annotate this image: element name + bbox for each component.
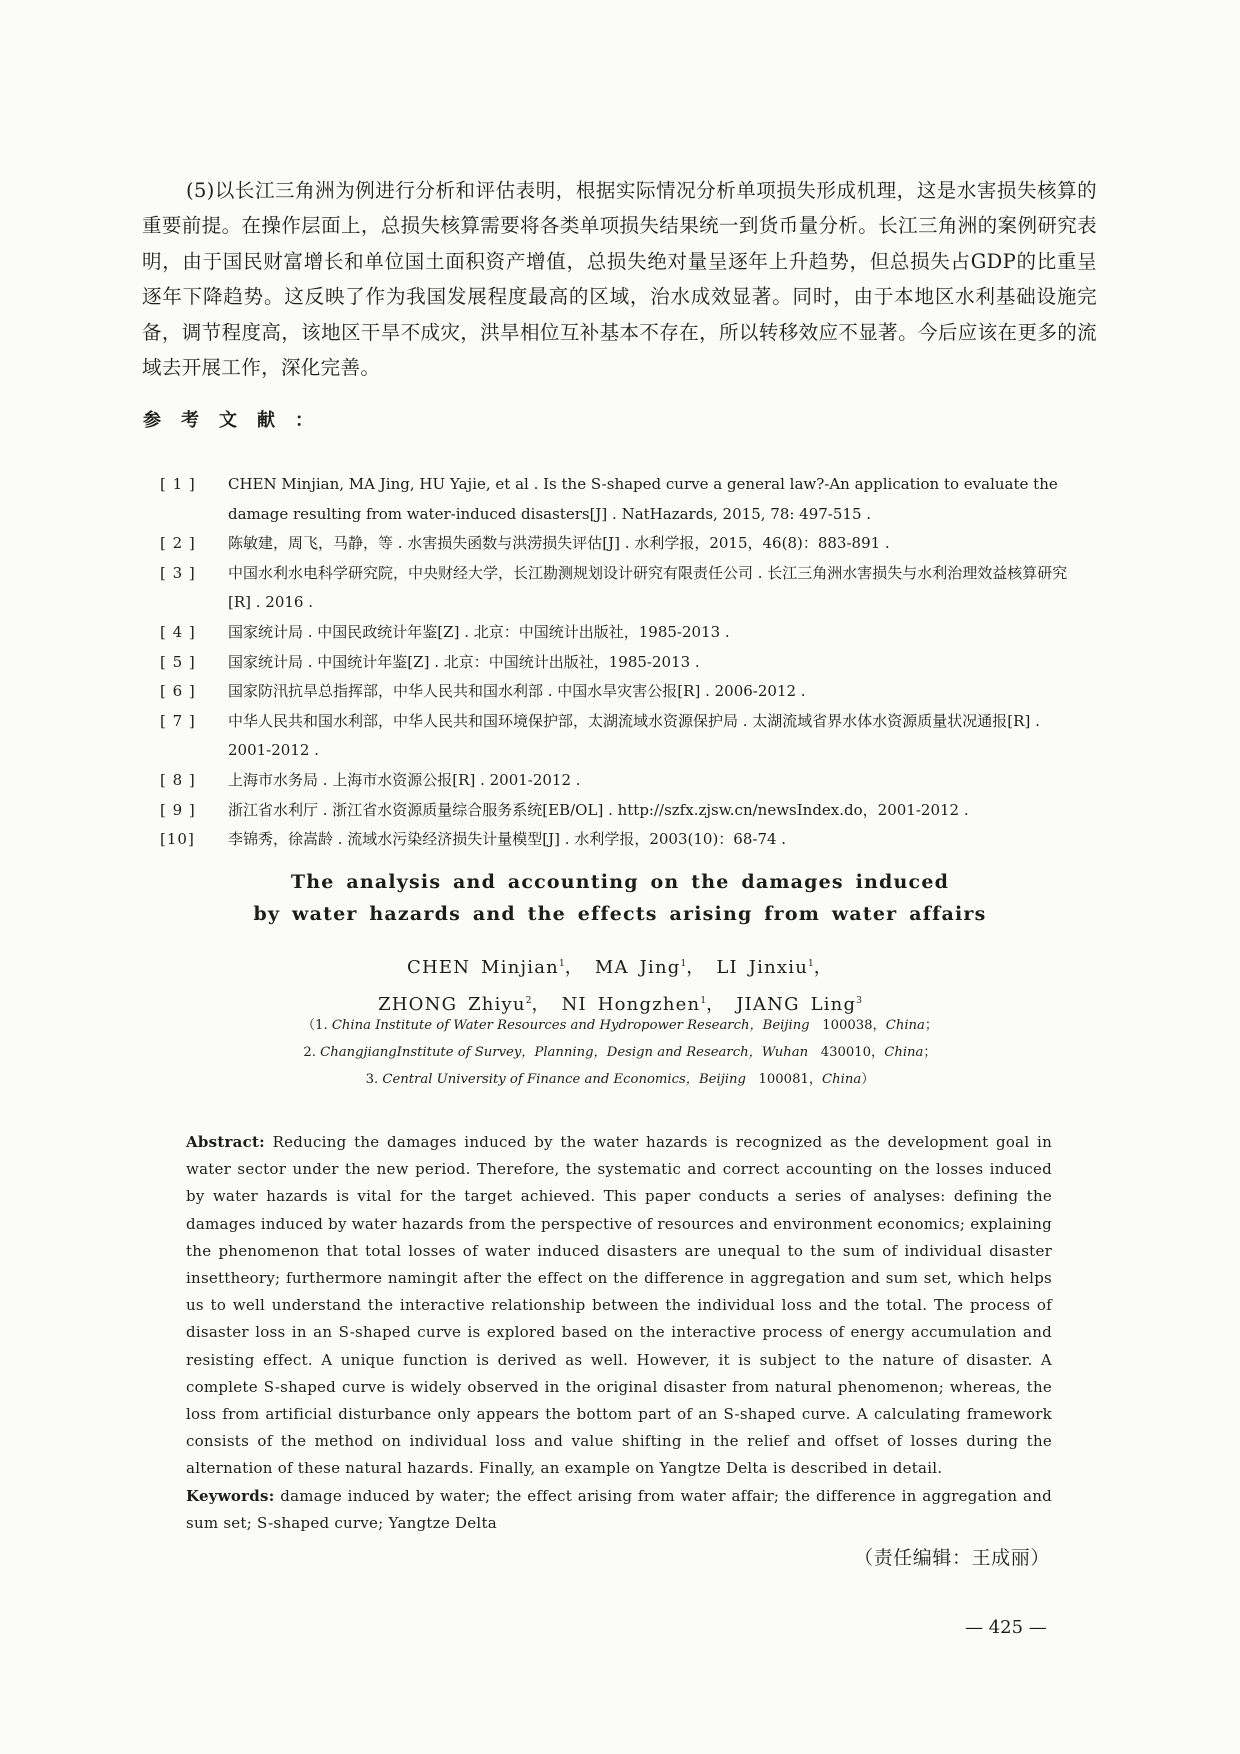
affiliation-suffix: ； [923,1045,937,1060]
author-affiliation-mark: 1 [700,995,707,1006]
reference-text: 国家统计局 . 中国民政统计年鉴[Z] . 北京：中国统计出版社，1985-2013 . [228,622,730,641]
reference-number: [ 2 ] [160,534,196,553]
reference-number: [ 6 ] [160,682,196,701]
reference-item [160,470,1080,529]
reference-number: [ 9 ] [160,800,196,819]
reference-text: 陈敏建，周飞，马静，等 . 水害损失函数与洪涝损失评估[J] . 水利学报，2015，46(8)：883-891 . [228,534,890,553]
reference-number: [ 8 ] [160,770,196,789]
reference-list [160,470,1080,855]
affiliation-suffix: ； [924,1018,939,1033]
affiliation-country: China [885,1018,925,1033]
reference-text: 中华人民共和国水利部，中华人民共和国环境保护部，太湖流域水资源保护局 . 太湖流域省界水体水资源质量状况通报[R] . 2001-2012 . [228,711,1040,760]
author-affiliation-mark: 1 [808,959,814,969]
affiliation-postcode: 430010， [820,1045,885,1060]
reference-text: CHEN Minjian, MA Jing, HU Yajie, et al . Is the S-shaped curve a general law?-An application to evaluate the damage resulting from water-induced disasters[J] . NatHazards, 2015, 78: 497-515 . [228,475,1058,523]
affiliation-line [220,1066,1020,1093]
author-separator: ， [813,957,833,978]
body-paragraph: (5)以长江三角洲为例进行分析和评估表明，根据实际情况分析单项损失形成机理，这是水害损失核算的重要前提。在操作层面上，总损失核算需要将各类单项损失结果统一到货币量分析。长江三角洲的案例研究表明，由于国民财富增长和单位国土面积资产增值，总损失绝对量呈逐年上升趋势，但总损失占GDP的比重呈逐年下降趋势。这反映了作为我国发展程度最高的区域，治水成效显著。同时，由于本地区水利基础设施完备，调节程度高，该地区干旱不成灾，洪旱相位互补基本不存在，所以转移效应不显著。今后应该在更多的流域去开展工作，深化完善。 [142,179,1097,380]
affiliation-name: China Institute of Water Resources and Hydropower Research，Beijing [331,1018,810,1033]
english-title [220,866,1020,930]
author-name: LI Jinxiu [716,957,808,978]
affiliation-suffix: ） [861,1072,875,1087]
abstract-label: Abstract: [186,1133,265,1151]
reference-text: 浙江省水利厅 . 浙江省水资源质量综合服务系统[EB/OL] . http://szfx.zjsw.cn/newsIndex.do，2001-2012 . [228,800,969,819]
reference-number: [ 5 ] [160,652,196,671]
reference-item [160,559,1080,618]
author-affiliation-mark: 1 [558,959,565,969]
reference-text: 国家统计局 . 中国统计年鉴[Z] . 北京：中国统计出版社，1985-2013 . [228,652,700,671]
reference-item [160,648,1080,678]
reference-text: 国家防汛抗旱总指挥部，中华人民共和国水利部 . 中国水旱灾害公报[R] . 2006-2012 . [228,682,806,701]
responsible-editor: （责任编辑：王成丽） [853,1547,1050,1569]
keywords-label: Keywords: [186,1486,275,1505]
author-name: NI Hongzhen [561,993,701,1015]
affiliation-prefix: （1. [301,1018,332,1033]
reference-item [160,825,1080,855]
author-separator: ， [706,993,726,1015]
author-affiliation-mark: 3 [856,995,862,1006]
reference-number: [ 3 ] [160,563,196,582]
reference-item [160,766,1080,796]
affiliation-name: Central University of Finance and Economics，Beijing [382,1072,746,1087]
reference-text: 上海市水务局 . 上海市水资源公报[R] . 2001-2012 . [228,770,581,789]
author-name: CHEN Minjian [407,957,559,978]
author-name: ZHONG Zhiyu [378,993,526,1015]
author-name: JIANG Ling [736,993,857,1015]
reference-number: [ 1 ] [160,475,196,493]
reference-text: 中国水利水电科学研究院，中央财经大学，长江勘测规划设计研究有限责任公司 . 长江三角洲水害损失与水利治理效益核算研究[R] . 2016 . [228,563,1068,612]
reference-number: [10] [160,830,195,849]
affiliation-country: China [822,1072,862,1087]
affiliation-name: ChangjiangInstitute of Survey，Planning，Design and Research，Wuhan [320,1045,809,1060]
reference-item [160,707,1080,766]
references-heading: 参考文献： [143,410,333,431]
reference-item [160,618,1080,648]
affiliation-country: China [884,1045,924,1060]
author-separator: ， [564,957,584,978]
affiliation-postcode: 100038， [822,1018,886,1033]
affiliation-list [220,1012,1020,1093]
reference-item [160,529,1080,559]
author-affiliation-mark: 1 [680,959,687,969]
author-name: MA Jing [594,957,681,978]
affiliation-prefix: 2. [303,1045,321,1060]
page-number: — 425 — [965,1617,1047,1638]
affiliation-postcode: 100081， [758,1072,823,1087]
author-list [220,948,1020,1021]
author-affiliation-mark: 2 [525,995,532,1006]
author-separator: ， [686,957,706,978]
author-separator: ， [531,993,551,1015]
affiliation-prefix: 3. [365,1072,383,1087]
reference-item [160,796,1080,826]
reference-number: [ 4 ] [160,622,196,641]
english-title-line1: The analysis and accounting on the damages induced [290,871,950,893]
reference-item [160,677,1080,707]
affiliation-line [220,1039,1020,1066]
affiliation-line [220,1012,1020,1039]
keywords-text: damage induced by water; the effect arising from water affair; the difference in aggregation and sum set; S-shaped curve; Yangtze Delta [186,1486,1052,1532]
reference-text: 李锦秀，徐嵩龄 . 流域水污染经济损失计量模型[J] . 水利学报，2003(10)：68-74 . [228,830,787,849]
abstract-text: Reducing the damages induced by the water hazards is recognized as the development goal in water sector under the new period. Therefore, the systematic and correct accounting on the losses induced by water hazards is vital for the target achieved. This paper conducts a series of analyses: defining the damages induced by water hazards from the perspective of resources and environment economics; explaining the phenomenon that total losses of water induced disasters are unequal to the sum of individual disaster insettheory; furthermore namingit after the effect on the difference in aggregation and sum set, which helps us to well understand the interactive relationship between the individual loss and the total. The process of disaster loss in an S-shaped curve is explored based on the interactive process of energy accumulation and resisting effect. A unique function is derived as well. However, it is subject to the nature of disaster. A complete S-shaped curve is widely observed in the original disaster from natural phenomenon; whereas, the loss from artificial disturbance only appears the bottom part of an S-shaped curve. A calculating framework consists of the method on individual loss and value shifting in the relief and offset of losses during the alternation of these natural hazards. Finally, an example on Yangtze Delta is described in detail. [186,1133,1052,1478]
english-title-line2: by water hazards and the effects arising from water affairs [253,903,987,925]
abstract-block [186,1129,1052,1537]
reference-number: [ 7 ] [160,711,196,730]
